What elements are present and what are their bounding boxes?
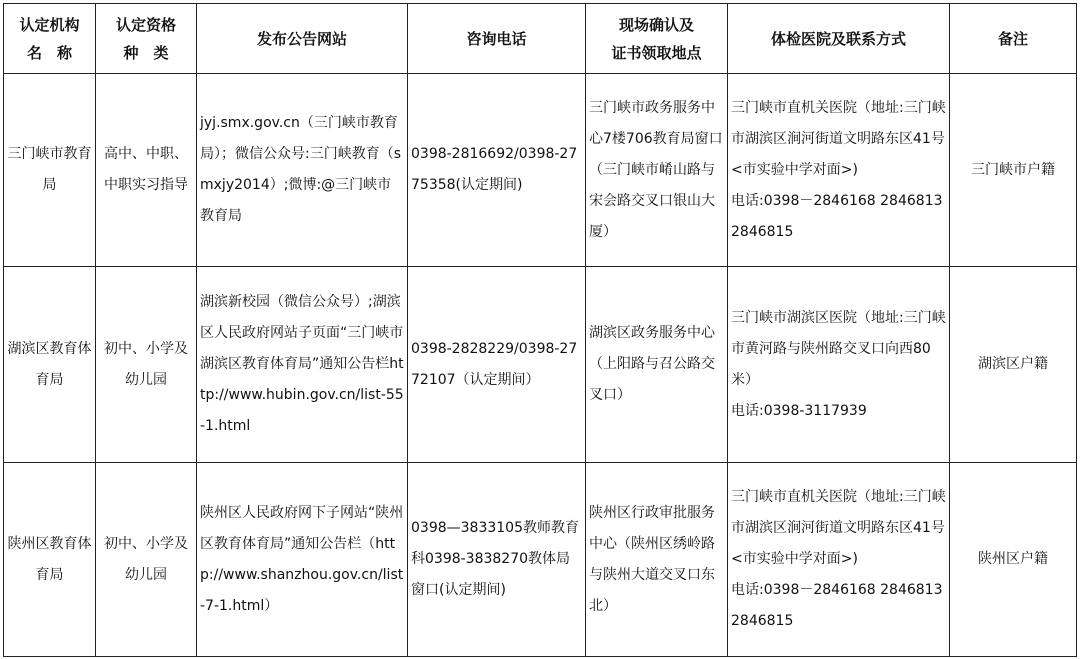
note-cell: 三门峡市户籍 xyxy=(950,74,1077,267)
table-row xyxy=(4,74,1077,267)
header-row xyxy=(4,4,1077,74)
qualification-cell: 初中、小学及幼儿园 xyxy=(96,267,197,463)
header-website: 发布公告网站 xyxy=(197,4,408,74)
location-cell: 陕州区行政审批服务中心（陕州区绣岭路与陕州大道交叉口东北） xyxy=(586,463,728,657)
hospital-cell xyxy=(728,74,950,267)
hospital-address: 三门峡市直机关医院（地址:三门峡市湖滨区涧河街道文明路东区41号<市实验中学对面>) xyxy=(731,99,946,178)
phone-cell: 0398-2828229/0398-2772107（认定期间） xyxy=(408,267,586,463)
qualification-cell: 高中、中职、中职实习指导 xyxy=(96,74,197,267)
agency-cell: 三门峡市教育局 xyxy=(4,74,96,267)
phone-cell: 0398—3833105教师教育科0398-3838270教体局窗口(认定期间) xyxy=(408,463,586,657)
header-hospital: 体检医院及联系方式 xyxy=(728,4,950,74)
header-phone: 咨询电话 xyxy=(408,4,586,74)
table-row xyxy=(4,267,1077,463)
header-agency: 认定机构 名 称 xyxy=(4,4,96,74)
table-row xyxy=(4,463,1077,657)
website-cell: jyj.smx.gov.cn（三门峡市教育局）；微信公众号:三门峡教育（smxjy2014）;微博:@三门峡市教育局 xyxy=(197,74,408,267)
hospital-phone: 电话:0398－2846168 2846813 2846815 xyxy=(731,192,943,240)
header-note: 备注 xyxy=(950,4,1077,74)
note-cell: 湖滨区户籍 xyxy=(950,267,1077,463)
location-cell: 三门峡市政务服务中心7楼706教育局窗口（三门峡市崤山路与宋会路交叉口银山大厦） xyxy=(586,74,728,267)
location-cell: 湖滨区政务服务中心（上阳路与召公路交叉口） xyxy=(586,267,728,463)
certification-table xyxy=(3,3,1077,657)
website-cell: 湖滨新校园（微信公众号）;湖滨区人民政府网站子页面“三门峡市湖滨区教育体育局”通知公告栏http://www.hubin.gov.cn/list-55-1.html xyxy=(197,267,408,463)
hospital-cell xyxy=(728,267,950,463)
hospital-cell xyxy=(728,463,950,657)
hospital-phone: 电话:0398－2846168 2846813 2846815 xyxy=(731,582,943,629)
note-cell: 陕州区户籍 xyxy=(950,463,1077,657)
agency-cell: 陕州区教育体育局 xyxy=(4,463,96,657)
header-qualification: 认定资格 种 类 xyxy=(96,4,197,74)
header-location: 现场确认及 证书领取地点 xyxy=(586,4,728,74)
qualification-cell: 初中、小学及幼儿园 xyxy=(96,463,197,657)
hospital-phone: 电话:0398-3117939 xyxy=(731,402,867,419)
hospital-address: 三门峡市直机关医院（地址:三门峡市湖滨区涧河街道文明路东区41号<市实验中学对面>) xyxy=(731,489,946,567)
agency-cell: 湖滨区教育体育局 xyxy=(4,267,96,463)
website-cell: 陕州区人民政府网下子网站“陕州区教育体育局”通知公告栏（http://www.shanzhou.gov.cn/list-7-1.html） xyxy=(197,463,408,657)
hospital-address: 三门峡市湖滨区医院（地址:三门峡市黄河路与陕州路交叉口向西80米） xyxy=(731,309,946,388)
phone-cell: 0398-2816692/0398-2775358(认定期间) xyxy=(408,74,586,267)
